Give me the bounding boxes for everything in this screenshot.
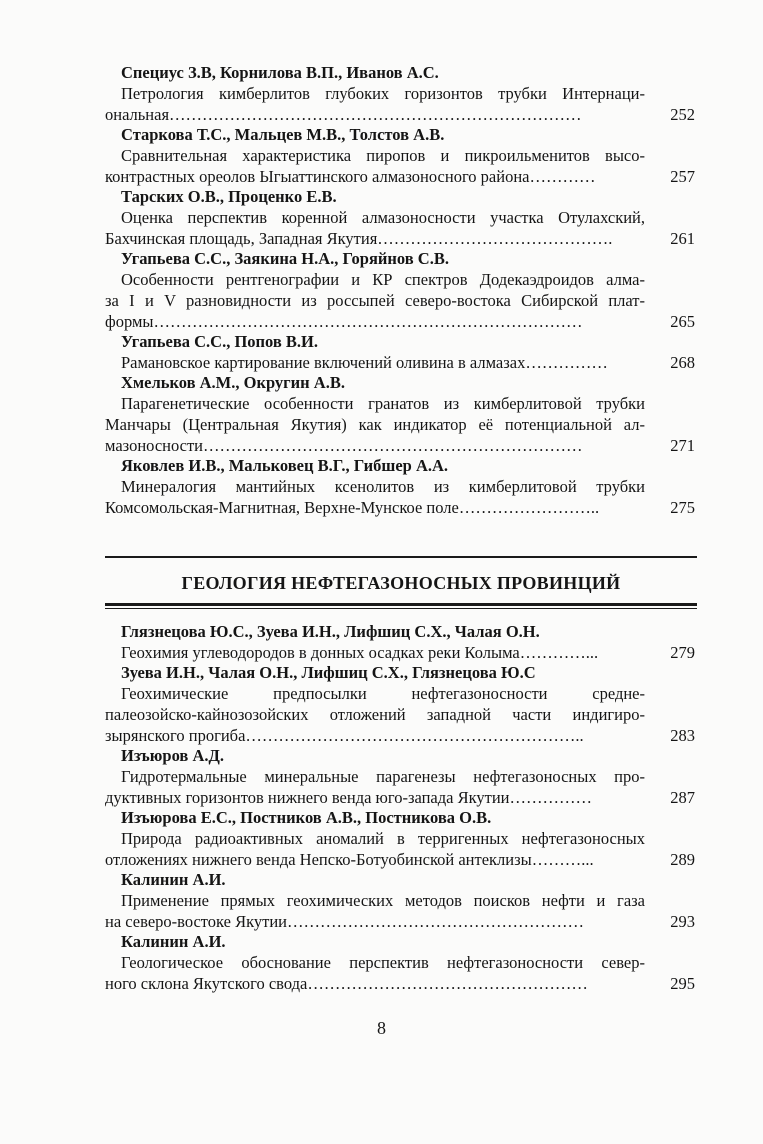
entry-page-number: 279 [670, 643, 695, 662]
entry-title-text: Применение прямых геохимических методов поисков нефти и газа [121, 891, 645, 910]
entry-page-number: 271 [670, 436, 695, 455]
toc-entry [105, 808, 695, 870]
toc-section-2 [105, 622, 695, 994]
entry-title-text: мазоносности…………………………………………………………… [105, 436, 583, 455]
toc-entry [105, 125, 695, 187]
section-heading: ГЕОЛОГИЯ НЕФТЕГАЗОНОСНЫХ ПРОВИНЦИЙ [181, 573, 621, 593]
entry-authors: Тарских О.В., Проценко Е.В. [121, 187, 337, 206]
entry-authors: Изъюрова Е.С., Постников А.В., Постникова О.В. [121, 808, 492, 827]
entry-authors: Зуева И.Н., Чалая О.Н., Лифшиц С.Х., Глязнецова Ю.С [121, 663, 536, 682]
entry-title-text: ональная………………………………………………………………… [105, 105, 582, 124]
page-number: 8 [377, 1018, 386, 1038]
entry-authors: Яковлев И.В., Мальковец В.Г., Гибшер А.А. [121, 456, 449, 475]
entry-title-text: Рамановское картирование включений оливина в алмазах…………… [121, 353, 608, 372]
entry-title-text: Парагенетические особенности гранатов из кимберлитовой трубки [121, 394, 645, 413]
toc-entry [105, 456, 695, 518]
entry-authors: Хмельков А.М., Округин А.В. [121, 373, 345, 392]
entry-title-line [105, 228, 695, 249]
toc-section-1 [105, 63, 695, 518]
entry-title-text: Геохимия углеводородов в донных осадках реки Колыма…………... [121, 643, 599, 662]
entry-title-text: Минералогия мантийных ксенолитов из кимберлитовой трубки [121, 477, 645, 496]
entry-authors: Калинин А.И. [121, 870, 226, 889]
entry-title-line [105, 890, 695, 911]
entry-page-number: 287 [670, 788, 695, 807]
entry-title-line [105, 683, 695, 704]
entry-title-line [105, 435, 695, 456]
entry-title-line [105, 83, 695, 104]
entry-page-number: 295 [670, 974, 695, 993]
entry-authors: Калинин А.И. [121, 932, 226, 951]
toc-entry [105, 932, 695, 994]
entry-title-line [105, 290, 695, 311]
entry-title-line [105, 642, 695, 663]
entry-title-line [105, 704, 695, 725]
entry-title-text: на северо-востоке Якутии……………………………………………… [105, 912, 585, 931]
entry-authors: Угапьева С.С., Заякина Н.А., Горяйнов С.В. [121, 249, 449, 268]
toc-entry [105, 870, 695, 932]
entry-title-text: ного склона Якутского свода…………………………………………… [105, 974, 588, 993]
entry-title-line [105, 352, 695, 373]
entry-title-text: Бахчинская площадь, Западная Якутия……………………………………. [105, 229, 613, 248]
entry-page-number: 283 [670, 726, 695, 745]
entry-title-line [105, 166, 695, 187]
entry-authors: Угапьева С.С., Попов В.И. [121, 332, 319, 351]
entry-title-text: дуктивных горизонтов нижнего венда юго-запада Якутии…………… [105, 788, 593, 807]
entry-authors: Старкова Т.С., Мальцев М.В., Толстов А.В. [121, 125, 445, 144]
entry-authors: Специус З.В, Корнилова В.П., Иванов А.С. [121, 63, 439, 82]
entry-title-line [105, 849, 695, 870]
entry-title-text: зырянского прогиба…………………………………………………….. [105, 726, 584, 745]
entry-title-text: Природа радиоактивных аномалий в терригенных нефтегазоносных [121, 829, 645, 848]
entry-title-text: отложениях нижнего венда Непско-Ботуобинской антеклизы………... [105, 850, 594, 869]
entry-title-text: Оценка перспектив коренной алмазоносности участка Отулахский, [121, 208, 645, 227]
entry-title-line [105, 311, 695, 332]
entry-title-line [105, 393, 695, 414]
entry-title-line [105, 269, 695, 290]
entry-title-line [105, 766, 695, 787]
entry-title-line [105, 973, 695, 994]
entry-title-line [105, 725, 695, 746]
entry-title-text: Геохимические предпосылки нефтегазоносности средне- [121, 684, 645, 703]
toc-entry [105, 746, 695, 808]
entry-page-number: 275 [670, 498, 695, 517]
entry-title-text: палеозойско-кайнозозойских отложений западной части индигиро- [105, 705, 645, 724]
entry-title-text: Особенности рентгенографии и КР спектров Додекаэдроидов алма- [121, 270, 645, 289]
entry-page-number: 289 [670, 850, 695, 869]
entry-title-line [105, 497, 695, 518]
entry-title-line [105, 952, 695, 973]
entry-title-line [105, 104, 695, 125]
entry-page-number: 268 [670, 353, 695, 372]
toc-entry [105, 187, 695, 249]
entry-title-text: контрастных ореолов Ыгыаттинского алмазоносного района………… [105, 167, 596, 186]
entry-page-number: 293 [670, 912, 695, 931]
section-rule-bottom-2 [105, 608, 697, 609]
entry-title-line [105, 911, 695, 932]
entry-authors: Глязнецова Ю.С., Зуева И.Н., Лифшиц С.Х., Чалая О.Н. [121, 622, 540, 641]
entry-page-number: 252 [670, 105, 695, 124]
section-rule-top [105, 556, 697, 558]
toc-entry [105, 663, 695, 746]
entry-title-line [105, 787, 695, 808]
entry-title-text: Манчары (Центральная Якутия) как индикатор её потенциальной ал- [105, 415, 645, 434]
section-rule-bottom-1 [105, 603, 697, 606]
entry-title-line [105, 145, 695, 166]
toc-entry [105, 332, 695, 373]
entry-title-text: Сравнительная характеристика пиропов и пикроильменитов высо- [121, 146, 645, 165]
entry-title-text: Геологическое обоснование перспектив нефтегазоносности север- [121, 953, 645, 972]
toc-entry [105, 373, 695, 456]
entry-title-line [105, 207, 695, 228]
entry-page-number: 265 [670, 312, 695, 331]
entry-title-text: Комсомольская-Магнитная, Верхне-Мунское поле…………………….. [105, 498, 600, 517]
entry-title-line [105, 414, 695, 435]
toc-entry [105, 622, 695, 663]
entry-page-number: 257 [670, 167, 695, 186]
entry-authors: Изъюров А.Д. [121, 746, 224, 765]
entry-title-text: Петрология кимберлитов глубоких горизонтов трубки Интернаци- [121, 84, 645, 103]
entry-title-text: Гидротермальные минеральные парагенезы нефтегазоносных про- [121, 767, 645, 786]
toc-entry [105, 249, 695, 332]
entry-title-text: за I и V разновидности из россыпей северо-востока Сибирской плат- [105, 291, 645, 310]
entry-title-line [105, 828, 695, 849]
entry-title-line [105, 476, 695, 497]
toc-entry [105, 63, 695, 125]
entry-page-number: 261 [670, 229, 695, 248]
entry-title-text: формы…………………………………………………………………… [105, 312, 583, 331]
